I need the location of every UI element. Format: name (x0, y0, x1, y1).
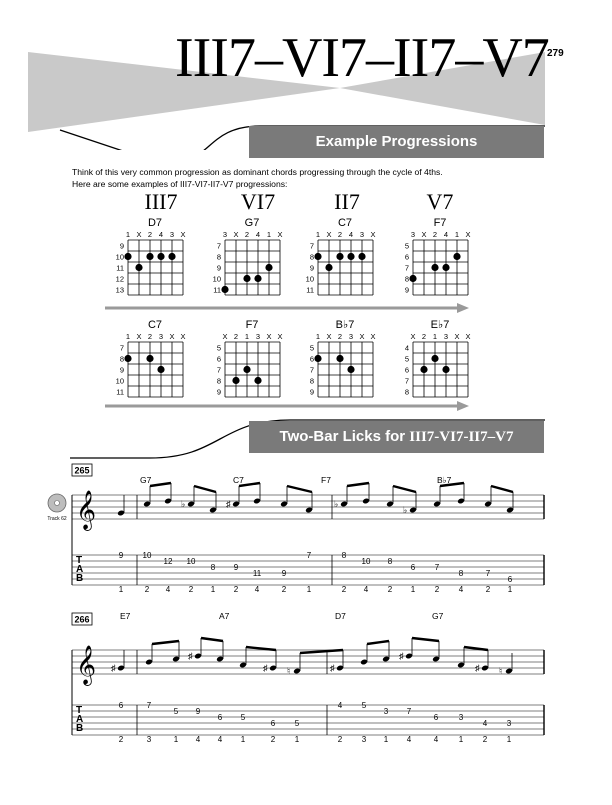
tab-number: 7 (485, 569, 491, 578)
finger-dot (314, 355, 321, 362)
example-number: 266 (74, 614, 90, 625)
fingering-number: 4 (363, 585, 369, 594)
treble-clef: 𝄞 (76, 646, 97, 684)
finger-indicator: X (233, 230, 239, 239)
example-265 (47, 464, 544, 594)
finger-dot (157, 366, 164, 373)
chord-diagram-eb7 (405, 319, 471, 397)
fret-number: 8 (404, 274, 409, 284)
progression-arrow-head (457, 303, 469, 313)
finger-indicator: X (277, 230, 283, 239)
finger-indicator: X (222, 332, 228, 341)
fingering-number: 2 (341, 585, 347, 594)
tab-clef-letter: T (76, 705, 83, 716)
finger-indicator: 1 (432, 332, 438, 341)
fingering-number: 1 (383, 735, 389, 744)
finger-indicator: 3 (222, 230, 228, 239)
fret-number: 5 (404, 354, 409, 364)
finger-indicator: X (465, 332, 471, 341)
chord-name: B♭7 (335, 319, 355, 331)
fret-number: 12 (115, 274, 124, 284)
finger-indicator: 2 (233, 332, 239, 341)
finger-indicator: X (359, 332, 365, 341)
finger-indicator: X (169, 332, 175, 341)
tab-number: 5 (294, 719, 300, 728)
fingering-number: 4 (406, 735, 412, 744)
finger-indicator: 4 (158, 230, 164, 239)
finger-indicator: 2 (337, 332, 343, 341)
fingering-number: 1 (118, 585, 124, 594)
page-number: 279 (547, 48, 564, 59)
intro-line-2: Here are some examples of III7-VI7-II7-V7 progressions: (72, 179, 288, 189)
fingering-number: 4 (458, 585, 464, 594)
chord-name: G7 (244, 217, 260, 229)
fingering-number: 1 (173, 735, 179, 744)
finger-dot (420, 366, 427, 373)
finger-indicator: 4 (348, 230, 354, 239)
fret-number: 7 (404, 376, 409, 386)
finger-dot (442, 264, 449, 271)
fret-number: 11 (116, 263, 124, 273)
note-beam (347, 483, 369, 486)
intro-line-1: Think of this very common progression as dominant chords progressing through the cycle of 4ths. (72, 167, 443, 177)
fret-number: 7 (309, 241, 314, 251)
fingering-number: 2 (485, 585, 491, 594)
chord-diagram-f7 (217, 319, 283, 397)
fret-number: 5 (404, 241, 409, 251)
tab-number: 8 (210, 563, 216, 572)
intro-paragraph (72, 166, 542, 190)
tab-number: 5 (173, 707, 179, 716)
tab-number: 10 (186, 557, 196, 566)
tab-number: 8 (341, 551, 347, 560)
finger-indicator: X (326, 332, 332, 341)
finger-indicator: 3 (158, 332, 164, 341)
fret-number: 4 (404, 343, 409, 353)
roman-numeral-V7: V7 (426, 189, 454, 214)
fingering-number: 4 (254, 585, 260, 594)
fingering-number: 2 (281, 585, 287, 594)
finger-indicator: 1 (125, 332, 131, 341)
tab-number: 6 (270, 719, 276, 728)
finger-indicator: X (370, 230, 376, 239)
chord-diagram-g7 (213, 217, 283, 295)
finger-dot (409, 275, 416, 282)
fret-number: 7 (309, 365, 314, 375)
finger-indicator: X (421, 230, 427, 239)
tab-number: 5 (240, 713, 246, 722)
finger-indicator: 1 (125, 230, 131, 239)
finger-dot (221, 286, 228, 293)
tab-clef-letter: B (76, 573, 84, 584)
finger-indicator: X (136, 230, 142, 239)
finger-dot (157, 253, 164, 260)
tab-number: 6 (410, 563, 416, 572)
fret-number: 8 (216, 252, 221, 262)
finger-indicator: 1 (244, 332, 250, 341)
fret-number: 10 (115, 252, 124, 262)
accidental: ♯ (263, 663, 268, 673)
finger-dot (453, 253, 460, 260)
chord-symbol: F7 (321, 475, 331, 485)
finger-indicator: X (180, 230, 186, 239)
fingering-number: 1 (507, 585, 513, 594)
tab-number: 7 (306, 551, 312, 560)
finger-indicator: 2 (147, 230, 153, 239)
note-beam (152, 641, 179, 644)
finger-dot (347, 253, 354, 260)
fret-number: 5 (309, 343, 314, 353)
tab-number: 7 (434, 563, 440, 572)
section2-heading-roman: III7-VI7-II7–V7 (409, 429, 514, 445)
chord-diagram-f7 (405, 217, 471, 295)
chord-name: C7 (147, 319, 163, 331)
tab-number: 6 (217, 713, 223, 722)
example-266 (72, 611, 544, 744)
finger-dot (124, 355, 131, 362)
finger-indicator: 3 (348, 332, 354, 341)
roman-numeral-VI7: VI7 (240, 189, 276, 214)
fret-number: 9 (404, 285, 409, 295)
note-beam (464, 647, 488, 650)
tab-number: 5 (361, 701, 367, 710)
fret-number: 10 (212, 274, 221, 284)
section-heading-text: Example Progressions (315, 133, 478, 150)
fret-number: 6 (216, 354, 221, 364)
fingering-number: 3 (146, 735, 152, 744)
finger-dot (254, 275, 261, 282)
chord-symbol: G7 (140, 475, 152, 485)
finger-indicator: 1 (454, 230, 460, 239)
tab-number: 12 (163, 557, 173, 566)
finger-dot (442, 366, 449, 373)
track-label: Track 62 (47, 516, 67, 522)
chord-symbol: A7 (219, 611, 230, 621)
fret-number: 9 (119, 365, 124, 375)
tab-number: 8 (387, 557, 393, 566)
finger-dot (336, 355, 343, 362)
note-beam (194, 486, 216, 492)
fret-number: 8 (119, 354, 124, 364)
fingering-number: 2 (233, 585, 239, 594)
fret-number: 8 (309, 376, 314, 386)
tab-number: 4 (337, 701, 343, 710)
chord-name: D7 (147, 217, 163, 229)
fingering-number: 1 (240, 735, 246, 744)
finger-indicator: X (370, 332, 376, 341)
finger-dot (243, 275, 250, 282)
tab-number: 9 (195, 707, 201, 716)
accidental: ♯ (111, 663, 116, 673)
tab-number: 6 (433, 713, 439, 722)
fret-number: 11 (306, 285, 314, 295)
fret-number: 8 (404, 387, 409, 397)
roman-numeral-II7: II7 (334, 189, 360, 214)
fingering-number: 4 (195, 735, 201, 744)
finger-indicator: X (454, 332, 460, 341)
chord-symbol: B♭7 (437, 475, 452, 485)
finger-dot (146, 355, 153, 362)
note-beam (393, 486, 416, 492)
fret-number: 6 (404, 365, 409, 375)
finger-indicator: X (266, 332, 272, 341)
tab-clef-letter: A (76, 714, 84, 725)
section-heading-example-progressions (249, 126, 544, 158)
tab-clef-letter: B (76, 723, 84, 734)
finger-indicator: 4 (443, 230, 449, 239)
finger-dot (314, 253, 321, 260)
fret-number: 7 (119, 343, 124, 353)
chord-name: C7 (337, 217, 353, 229)
finger-indicator: 2 (432, 230, 438, 239)
finger-indicator: 1 (315, 332, 321, 341)
accidental: ♭ (403, 505, 408, 515)
fingering-number: 3 (361, 735, 367, 744)
finger-indicator: X (326, 230, 332, 239)
chord-symbol: G7 (432, 611, 444, 621)
chord-diagram-c7 (306, 217, 376, 295)
fret-number: 11 (116, 387, 124, 397)
fret-number: 11 (213, 285, 221, 295)
fingering-number: 1 (306, 585, 312, 594)
accidental: ♮ (499, 666, 503, 676)
finger-indicator: 3 (410, 230, 416, 239)
accidental: ♭ (181, 499, 186, 509)
finger-indicator: 3 (443, 332, 449, 341)
tab-number: 11 (252, 569, 262, 578)
finger-indicator: 1 (266, 230, 272, 239)
fret-number: 7 (404, 263, 409, 273)
finger-indicator: 2 (244, 230, 250, 239)
note-beam (150, 483, 171, 486)
cd-icon-hole (55, 501, 60, 506)
finger-dot (358, 253, 365, 260)
fingering-number: 1 (458, 735, 464, 744)
accidental: ♭ (334, 499, 339, 509)
fingering-number: 2 (337, 735, 343, 744)
finger-indicator: 4 (255, 230, 261, 239)
note-beam (287, 486, 312, 492)
note-beam (491, 486, 513, 492)
chord-name: F7 (245, 319, 259, 331)
tab-number: 9 (281, 569, 287, 578)
finger-indicator: X (410, 332, 416, 341)
section-heading-two-bar-licks (249, 421, 544, 453)
fingering-number: 2 (387, 585, 393, 594)
accidental: ♯ (475, 663, 480, 673)
fingering-number: 1 (294, 735, 300, 744)
chord-symbol: E7 (120, 611, 131, 621)
fret-number: 10 (305, 274, 314, 284)
tab-clef-letter: A (76, 564, 84, 575)
roman-numeral-III7: III7 (144, 189, 178, 214)
fingering-number: 1 (410, 585, 416, 594)
finger-dot (135, 264, 142, 271)
note-beam (246, 647, 276, 650)
accidental: ♯ (226, 499, 231, 509)
note-beam (300, 650, 343, 653)
fingering-number: 1 (210, 585, 216, 594)
fingering-number: 2 (144, 585, 150, 594)
finger-indicator: X (180, 332, 186, 341)
fret-number: 7 (216, 365, 221, 375)
fingering-number: 4 (217, 735, 223, 744)
tab-number: 3 (383, 707, 389, 716)
note-beam (201, 638, 223, 641)
fret-number: 7 (216, 241, 221, 251)
tab-number: 10 (142, 551, 152, 560)
example-number: 265 (74, 465, 90, 476)
finger-dot (146, 253, 153, 260)
note-beam (367, 641, 389, 644)
accidental: ♯ (188, 651, 193, 661)
fingering-number: 2 (482, 735, 488, 744)
fingering-number: 1 (506, 735, 512, 744)
note-beam (412, 638, 439, 641)
fingering-number: 2 (188, 585, 194, 594)
fingering-number: 2 (118, 735, 124, 744)
finger-dot (325, 264, 332, 271)
tab-number: 9 (233, 563, 239, 572)
fret-number: 9 (216, 387, 221, 397)
chord-symbol: D7 (335, 611, 346, 621)
finger-dot (347, 366, 354, 373)
finger-dot (168, 253, 175, 260)
fingering-number: 4 (165, 585, 171, 594)
chord-name: F7 (433, 217, 447, 229)
fret-number: 5 (216, 343, 221, 353)
finger-dot (243, 366, 250, 373)
music-examples (0, 455, 612, 805)
finger-indicator: 2 (421, 332, 427, 341)
tab-clef-letter: T (76, 555, 83, 566)
fret-number: 9 (119, 241, 124, 251)
accidental: ♯ (330, 663, 335, 673)
fingering-number: 2 (434, 585, 440, 594)
finger-indicator: 1 (315, 230, 321, 239)
section2-heading-prefix: Two-Bar Licks for (279, 428, 410, 445)
treble-clef: 𝄞 (76, 491, 97, 529)
fret-number: 9 (216, 263, 221, 273)
fingering-number: 2 (270, 735, 276, 744)
tab-number: 10 (361, 557, 371, 566)
finger-indicator: X (136, 332, 142, 341)
tab-number: 3 (458, 713, 464, 722)
chord-name: E♭7 (430, 319, 450, 331)
finger-dot (265, 264, 272, 271)
tab-number: 4 (482, 719, 488, 728)
finger-indicator: 3 (359, 230, 365, 239)
fret-number: 13 (115, 285, 124, 295)
tab-number: 8 (458, 569, 464, 578)
chord-diagram-c7 (116, 319, 186, 397)
accidental: ♯ (399, 651, 404, 661)
finger-dot (124, 253, 131, 260)
finger-indicator: X (277, 332, 283, 341)
fret-number: 6 (404, 252, 409, 262)
tab-number: 9 (118, 551, 124, 560)
fret-number: 8 (309, 252, 314, 262)
finger-indicator: 2 (337, 230, 343, 239)
fret-number: 6 (309, 354, 314, 364)
tab-number: 6 (118, 701, 124, 710)
chord-diagram-d7 (116, 217, 186, 295)
fret-number: 9 (309, 387, 314, 397)
finger-indicator: X (465, 230, 471, 239)
chord-diagram-bb7 (310, 319, 376, 397)
tab-number: 7 (146, 701, 152, 710)
tab-number: 6 (507, 575, 513, 584)
finger-dot (431, 264, 438, 271)
fret-number: 10 (115, 376, 124, 386)
accidental: ♮ (287, 666, 291, 676)
finger-indicator: 3 (255, 332, 261, 341)
tab-number: 7 (406, 707, 412, 716)
fret-number: 8 (216, 376, 221, 386)
finger-dot (232, 377, 239, 384)
fret-number: 9 (309, 263, 314, 273)
finger-indicator: 3 (169, 230, 175, 239)
fingering-number: 4 (433, 735, 439, 744)
chord-symbol: C7 (233, 475, 244, 485)
finger-indicator: 2 (147, 332, 153, 341)
finger-dot (336, 253, 343, 260)
page-title: III7–VI7–II7–V7 (175, 27, 549, 89)
finger-dot (431, 355, 438, 362)
finger-dot (254, 377, 261, 384)
tab-number: 3 (506, 719, 512, 728)
